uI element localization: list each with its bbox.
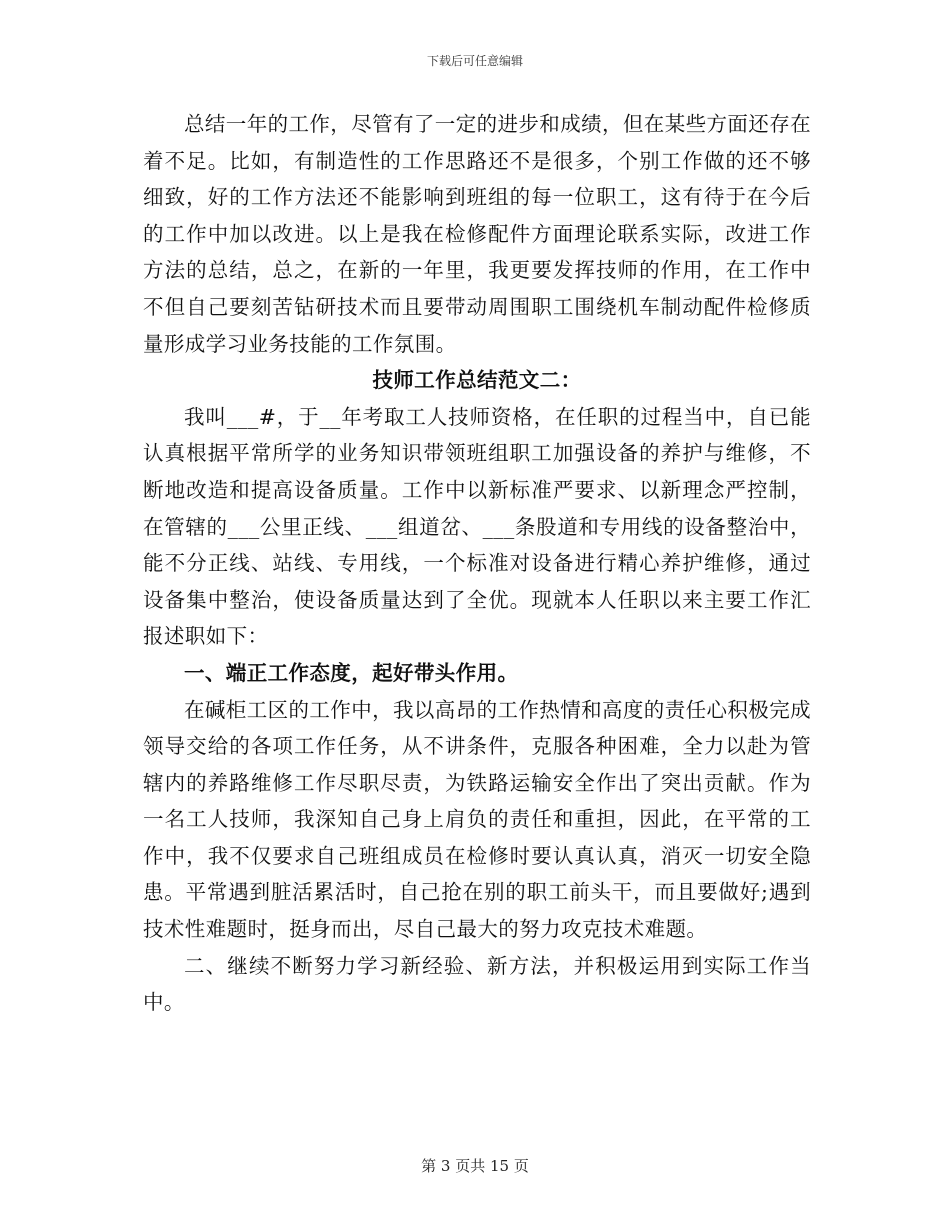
paragraph-attitude: 在碱柜工区的工作中，我以高昂的工作热情和高度的责任心积极完成领导交给的各项工作任务，从不讲条件，克服各种困难，全力以赴为管辖内的养路维修工作尽职尽责，为铁路运输安全作出了突出贡献。作为一名工人技师，我深知自己身上肩负的责任和重担，因此，在平常的工作中，我不仅要求自己班组成员在检修时要认真认真，消灭一切安全隐患。平常遇到脏活累活时，自己抢在别的职工前头干，而且要做好;遇到技术性难题时，挺身而出，尽自己最大的努力攻克技术难题。 — [143, 697, 811, 942]
heading-attitude: 一、端正工作态度，起好带头作用。 — [184, 660, 519, 685]
paragraph-summary: 总结一年的工作，尽管有了一定的进步和成绩，但在某些方面还存在着不足。比如，有制造性的工作思路还不是很多，个别工作做的还不够细致，好的工作方法还不能影响到班组的每一位职工，这有待于在今后的工作中加以改进。以上是我在检修配件方面理论联系实际，改进工作方法的总结，总之，在新的一年里，我更要发挥技师的作用，在工作中不但自己要刻苦钻研技术而且要带动周围职工围绕机车制动配件检修质量形成学习业务技能的工作氛围。 — [143, 112, 811, 356]
document-body — [143, 106, 811, 1021]
paragraph-learning: 二、继续不断努力学习新经验、新方法，并积极运用到实际工作当中。 — [143, 953, 811, 1015]
page-footer: 第 3 页共 15 页 — [421, 1157, 529, 1175]
paragraph-intro: 我叫___#，于__年考取工人技师资格，在任职的过程当中，自已能认真根据平常所学的业务知识带领班组职工加强设备的养护与维修，不断地改造和提高设备质量。工作中以新标准严要求、以新理念严控制，在管辖的___公里正线、___组道岔、___条股道和专用线的设备整治中，能不分正线、站线、专用线，一个标准对设备进行精心养护维修，通过设备集中整治，使设备质量达到了全优。现就本人任职以来主要工作汇报述职如下： — [143, 404, 811, 649]
page-header: 下载后可任意编辑 — [426, 54, 523, 68]
section-title: 技师工作总结范文二： — [372, 368, 582, 393]
